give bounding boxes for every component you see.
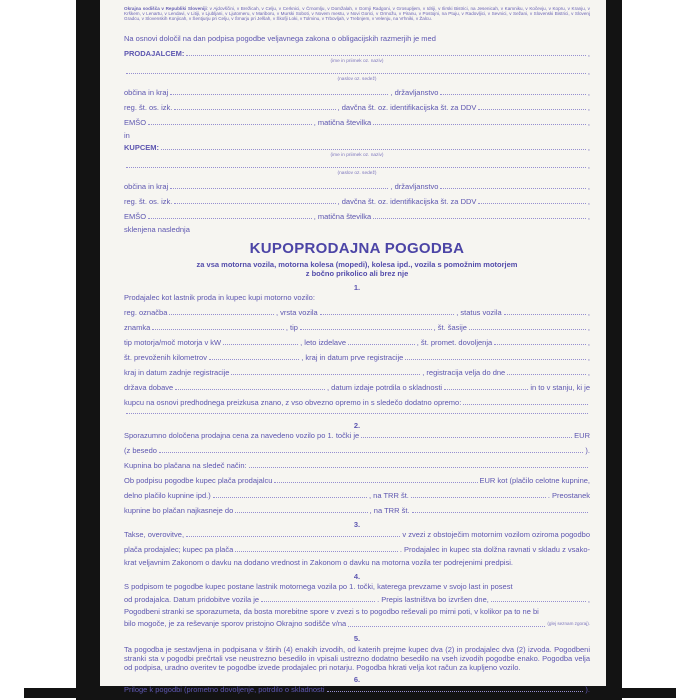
buyer-name-caption: (ime in priimek oz. naziv) <box>330 152 384 158</box>
section-3-number: 3. <box>353 519 361 529</box>
contract-subtitle-line2: z bočno prikolico ali brez nje <box>305 268 409 278</box>
words-label: (z besedo <box>124 445 157 455</box>
type-field <box>320 314 455 315</box>
trailing-comma: , <box>587 117 590 127</box>
buyer-address-field <box>126 167 586 168</box>
partial-payment-row <box>124 491 590 500</box>
trailing-comma: , <box>587 196 590 206</box>
buyer-pays-tail: . Prodajalec in kupec sta dolžna ravnati v skladu z vsako- <box>399 544 590 554</box>
type-label: , vrsta vozila <box>276 307 318 317</box>
trailing-comma: , <box>587 48 590 58</box>
brand-field <box>152 329 284 330</box>
section-6-number: 6. <box>353 675 361 685</box>
company-no-label: , matična številka <box>313 117 372 127</box>
attachments-field <box>327 691 584 692</box>
municipality-field <box>170 188 388 189</box>
conformity-label: , datum izdaje potrdila o skladnosti <box>327 382 443 392</box>
km-field <box>209 359 299 360</box>
municipality-label: občina in kraj <box>124 181 169 191</box>
closing-label: sklenjena naslednja <box>124 224 190 234</box>
buyer-pays-lead: plača prodajalec; kupec pa plača <box>124 544 234 554</box>
buyer-label-row <box>124 143 590 152</box>
eur-label: EUR <box>574 430 590 440</box>
permit-label: , št. promet. dovoljenja <box>416 337 493 347</box>
trailing-comma: , <box>587 352 590 362</box>
onsign-tail: EUR kot (plačilo celotne kupnine, <box>479 475 590 485</box>
citizenship-field <box>440 188 586 189</box>
taxes-lead: Takse, overovitve, <box>124 529 185 539</box>
section-4-number: 4. <box>353 571 361 581</box>
seller-id-row <box>124 103 590 112</box>
id-field <box>174 203 335 204</box>
trailing-comma: , <box>587 337 590 347</box>
seller-address-caption: (naslov oz. sedež) <box>337 76 377 82</box>
chassis-label: , št. šasije <box>433 322 467 332</box>
trailing-comma: , <box>587 160 590 170</box>
last-reg-label: kraj in datum zadnje registracije <box>124 367 230 377</box>
acquisition-date-field <box>261 601 375 602</box>
attachments-close: ). <box>585 685 590 695</box>
equipment-extra-line-row <box>124 413 590 416</box>
words-field <box>159 452 583 453</box>
vehicle-equipment-row <box>124 398 590 407</box>
tax-label: , davčna št. oz. identifikacijska št. za DDV <box>337 102 477 112</box>
buyer-address-row <box>124 161 590 170</box>
emso-label: EMŠO <box>124 117 147 127</box>
trailing-comma: , <box>587 594 590 604</box>
first-reg-field <box>405 359 586 360</box>
km-label: št. prevoženih kilometrov <box>124 352 207 362</box>
country-label: država dobave <box>124 382 174 392</box>
buyer-id-row <box>124 197 590 206</box>
company-no-label: , matična številka <box>313 211 372 221</box>
remainder-tail: . Preostanek <box>547 490 590 500</box>
buyer-name-field <box>161 149 586 150</box>
acquisition-date-row <box>124 595 590 604</box>
payment-method-row <box>124 461 590 470</box>
citizenship-label: , državljanstvo <box>390 87 439 97</box>
equipment-field <box>463 404 588 405</box>
taxes-row <box>124 530 590 539</box>
partial-field <box>213 497 367 498</box>
equipment-extra-field <box>126 413 588 414</box>
first-reg-label: , kraj in datum prve registracije <box>301 352 404 362</box>
buyer-address-caption: (naslov oz. sedež) <box>337 170 377 176</box>
section-5-text: Ta pogodba je sestavljena in podpisana v štirih (4) enakih izvodih, od katerih prejme kupec dva (2) in prodajalec dva (2) izvoda. Pogodbeni stranki sta v pogodbi prečrtali vse neustrezno besedilo in vpisali ustrezno dodatno besedilo na vseh izvodih pogodbe enako. Pogodba velja od podpisa, uradno overitev te pogodbe izvede prodajalec pri notarju. Pogodba hkrati velja kot račun za kupljeno vozilo. <box>124 644 590 673</box>
courts-header <box>124 6 590 22</box>
court-note: (glej seznam zgoraj). <box>547 620 590 626</box>
and-row <box>124 131 590 140</box>
year-label: , leto izdelave <box>300 337 347 347</box>
engine-field <box>223 344 298 345</box>
emso-field <box>148 124 312 125</box>
tip-field <box>300 329 432 330</box>
seller-label: PRODAJALCEM: <box>124 48 185 58</box>
courts-header-title: Okrajna sodišča v Republiki Sloveniji <box>124 6 207 11</box>
company-no-field <box>373 218 586 219</box>
reg-valid-field <box>507 374 586 375</box>
section-5-number: 5. <box>353 633 361 643</box>
intro-line: Na osnovi določil na dan podpisa pogodbe veljavnega zakona o obligacijskih razmerjih je med <box>124 33 436 43</box>
price-field <box>361 437 572 438</box>
vehicle-reg-row <box>124 308 590 317</box>
reg-field <box>169 314 274 315</box>
payment-field <box>249 467 588 468</box>
trailing-comma: , <box>587 367 590 377</box>
company-no-field <box>373 124 586 125</box>
attachments-lead: Priloge k pogodbi (prometno dovoljenje, potrdilo o skladnosti <box>124 685 325 695</box>
status-label: , status vozila <box>456 307 502 317</box>
trailing-comma: , <box>587 87 590 97</box>
tax-field <box>478 203 586 204</box>
attachments-row <box>124 685 590 694</box>
court-field <box>348 626 545 627</box>
rest-date-field <box>235 512 367 513</box>
onsign-field <box>274 482 477 483</box>
tip-label: , tip <box>285 322 298 332</box>
permit-field <box>494 344 586 345</box>
section-2-number: 2. <box>353 420 361 430</box>
section-4-line1: S podpisom te pogodbe kupec postane lastnik motornega vozila po 1. točki, katerega prevzame v svojo last in posest <box>124 581 513 591</box>
trr-label: , na TRR št. <box>369 490 409 500</box>
trailing-comma: , <box>587 211 590 221</box>
vehicle-country-row <box>124 383 590 392</box>
country-field <box>175 389 325 390</box>
id-label: reg. št. os. izk. <box>124 196 173 206</box>
price-lead: Sporazumno določena prodajna cena za navedeno vozilo po 1. točki je <box>124 430 360 440</box>
seller-municipality-row <box>124 88 590 97</box>
seller-address-field <box>126 73 586 74</box>
trr2-field <box>412 512 588 513</box>
vehicle-brand-row <box>124 323 590 332</box>
section-4-line3: Pogodbeni stranki se sporazumeta, da bosta morebitne spore v zvezi s to pogodbo reševali po mirni poti, v kolikor pa to ne bi <box>124 606 539 616</box>
chassis-field <box>469 329 586 330</box>
condition-tail: in to v stanju, ki je <box>530 382 590 392</box>
taxes-field <box>186 536 400 537</box>
trr-field <box>411 497 546 498</box>
trailing-comma: , <box>587 322 590 332</box>
rest-lead: kupnine bo plačan najkasneje do <box>124 505 234 515</box>
buyer-pays-row <box>124 545 590 554</box>
seller-label-row <box>124 49 590 58</box>
court-row <box>124 619 590 629</box>
seller-name-field <box>186 55 585 56</box>
trailing-comma: , <box>587 307 590 317</box>
partial-label: delno plačilo kupnine ipd.) <box>124 490 211 500</box>
taxes-tail: v zvezi z obstoječim motornim vozilom oziroma pogodbo <box>402 529 590 539</box>
courts-header-list: : v Ajdovščini, v Brežicah, v Celju, v Cerknici, v Črnomlju, v Domžalah, v Gornji Radgoni, v Grosupljem, v Idriji, v Ilirski Bistrici, na Jesenicah, v Kamniku, v Kočevju, v Kopru, v Kranju, v Krškem, v Lenartu, v Lendavi, v Litiji, v Ljubljani, v Ljutomeru, v Mariboru, v Murski Soboti, v Novem mestu, v Novi Gorici, v Ormožu, v Piranu, v Postojni, na Ptuju, v Radovljici, v Sevnici, v Sežani, v Slovenski Bistrici, v Slovenj Gradcu, v Slovenskih Konjicah, v Šentjurju pri Celju, v Šmarju pri Jelšah, v Škofji Loki, v Tolminu, v Trbovljah, v Trebnjem, v Velenju, na Vrhniki, v Žalcu. <box>124 6 590 22</box>
municipality-label: občina in kraj <box>124 87 169 97</box>
onsign-lead: Ob podpisu pogodbe kupec plača prodajalcu <box>124 475 273 485</box>
vehicle-last-reg-row <box>124 368 590 377</box>
emso-field <box>148 218 312 219</box>
equipment-lead: kupcu na osnovi predhodnega preizkusa znano, z vso obvezno opremo in s sledečo dodatno opremo: <box>124 397 462 407</box>
section-3-line3: krat veljavnim Zakonom o davku na dodano vrednost in Zakonom o davku na motorna vozila ter podrejenimi predpisi. <box>124 557 513 567</box>
municipality-field <box>170 94 388 95</box>
onsign-row <box>124 476 590 485</box>
transfer-mid: . Prepis lastništva bo izvršen dne, <box>377 594 489 604</box>
court-lead: bilo mogoče, je za reševanje sporov pristojno Okrajno sodišče v/na <box>124 618 347 628</box>
status-field <box>504 314 586 315</box>
last-reg-field <box>231 374 420 375</box>
rest-payment-row <box>124 506 590 515</box>
words-close: ). <box>585 445 590 455</box>
seller-emso-row <box>124 118 590 127</box>
vehicle-km-row <box>124 353 590 362</box>
seller-name-caption: (ime in priimek oz. naziv) <box>330 58 384 64</box>
trailing-comma: , <box>587 181 590 191</box>
tax-field <box>478 109 586 110</box>
trailing-comma: , <box>587 102 590 112</box>
buyer-pays-field <box>235 551 398 552</box>
conformity-field <box>444 389 528 390</box>
reg-label: reg. označba <box>124 307 168 317</box>
closing-lead-row <box>124 225 590 234</box>
citizenship-label: , državljanstvo <box>390 181 439 191</box>
engine-label: tip motorja/moč motorja v kW <box>124 337 222 347</box>
contract-subtitle-line1: za vsa motorna vozila, motorna kolesa (mopedi), kolesa ipd., vozila s pomožnim motorjem <box>196 259 518 269</box>
price-row <box>124 431 590 440</box>
emso-label: EMŠO <box>124 211 147 221</box>
brand-label: znamka <box>124 322 151 332</box>
buyer-municipality-row <box>124 182 590 191</box>
payment-label: Kupnina bo plačana na sledeč način: <box>124 460 247 470</box>
buyer-emso-row <box>124 212 590 221</box>
vehicle-engine-row <box>124 338 590 347</box>
price-words-row <box>124 446 590 455</box>
and-label: in <box>124 130 130 140</box>
seller-address-row <box>124 67 590 76</box>
contract-page <box>100 0 606 695</box>
section-1-lead: Prodajalec kot lastnik proda in kupec kupi motorno vozilo: <box>124 292 315 302</box>
section-1-number: 1. <box>353 282 361 292</box>
reg-valid-label: , registracija velja do dne <box>422 367 506 377</box>
year-field <box>348 344 415 345</box>
trailing-comma: , <box>587 66 590 76</box>
citizenship-field <box>440 94 586 95</box>
contract-title: KUPOPRODAJNA POGODBA <box>249 239 465 257</box>
trailing-comma: , <box>587 142 590 152</box>
buyer-label: KUPCEM: <box>124 142 159 152</box>
tax-label: , davčna št. oz. identifikacijska št. za DDV <box>337 196 477 206</box>
trr2-label: , na TRR št. <box>369 505 410 515</box>
id-label: reg. št. os. izk. <box>124 102 173 112</box>
acquisition-lead: od prodajalca. Datum pridobitve vozila je <box>124 594 260 604</box>
id-field <box>174 109 335 110</box>
transfer-date-field <box>491 601 586 602</box>
